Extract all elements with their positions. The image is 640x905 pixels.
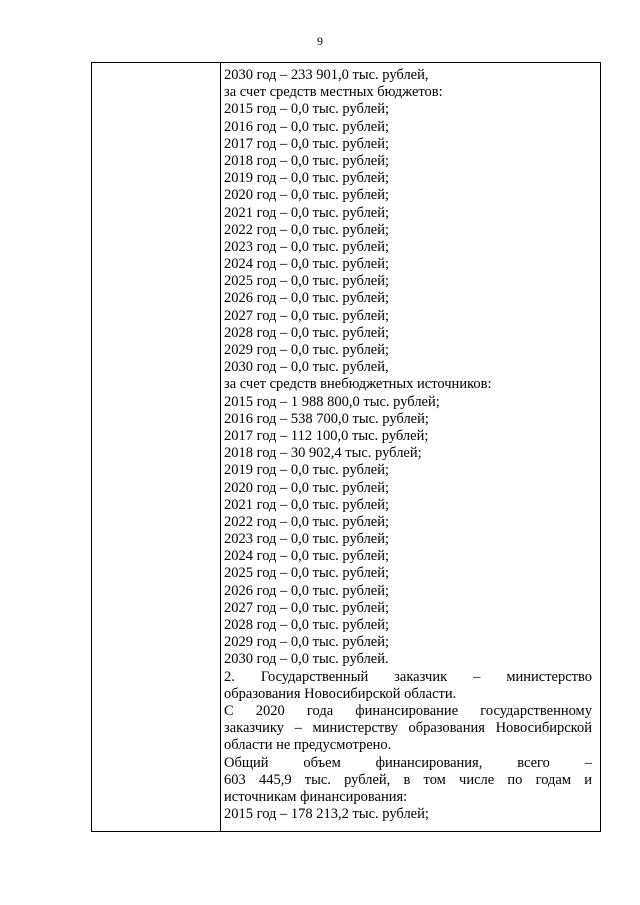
text-line: 2027 год – 0,0 тыс. рублей; [224, 307, 390, 324]
column-divider [220, 63, 221, 831]
text-line: 2021 год – 0,0 тыс. рублей; [224, 496, 390, 513]
text-line: 2022 год – 0,0 тыс. рублей; [224, 513, 390, 530]
text-line: 2015 год – 178 213,2 тыс. рублей; [224, 806, 429, 823]
text-line: области не предусмотрено. [224, 737, 392, 754]
text-line: 2029 год – 0,0 тыс. рублей; [224, 634, 390, 651]
text-line: за счет средств местных бюджетов: [224, 84, 443, 101]
text-line: 2030 год – 0,0 тыс. рублей, [224, 359, 389, 376]
text-line: 2025 год – 0,0 тыс. рублей; [224, 565, 390, 582]
text-line: 2028 год – 0,0 тыс. рублей; [224, 324, 390, 341]
text-line: 2025 год – 0,0 тыс. рублей; [224, 273, 390, 290]
text-line: за счет средств внебюджетных источников: [224, 376, 492, 393]
text-line: 2027 год – 0,0 тыс. рублей; [224, 599, 390, 616]
text-line: 603 445,9 тыс. рублей, в том числе по годам и [224, 771, 592, 788]
text-line: 2021 год – 0,0 тыс. рублей; [224, 204, 390, 221]
text-line: 2026 год – 0,0 тыс. рублей; [224, 290, 390, 307]
text-line: 2018 год – 0,0 тыс. рублей; [224, 152, 390, 169]
text-line: Общий объем финансирования, всего – [224, 754, 592, 771]
text-line: 2022 год – 0,0 тыс. рублей; [224, 221, 390, 238]
text-line: 2030 год – 233 901,0 тыс. рублей, [224, 67, 429, 83]
text-line: 2. Государственный заказчик – министерство [224, 668, 592, 685]
table-right-cell [224, 67, 592, 823]
text-line: 2020 год – 0,0 тыс. рублей; [224, 187, 390, 204]
text-line: 2016 год – 538 700,0 тыс. рублей; [224, 410, 429, 427]
text-line: 2023 год – 0,0 тыс. рублей; [224, 531, 390, 548]
text-line: 2019 год – 0,0 тыс. рублей; [224, 170, 390, 187]
text-line: 2017 год – 112 100,0 тыс. рублей; [224, 427, 429, 444]
text-line: 2024 год – 0,0 тыс. рублей; [224, 548, 390, 565]
text-line: 2020 год – 0,0 тыс. рублей; [224, 479, 390, 496]
text-line: 2024 год – 0,0 тыс. рублей; [224, 256, 390, 273]
text-line: 2023 год – 0,0 тыс. рублей; [224, 238, 390, 255]
financing-table [91, 62, 601, 832]
text-line: 2028 год – 0,0 тыс. рублей; [224, 617, 390, 633]
text-line: 2015 год – 0,0 тыс. рублей; [224, 101, 390, 118]
text-line: заказчику – министерству образования Новосибирской [224, 720, 592, 737]
text-line: 2018 год – 30 902,4 тыс. рублей; [224, 445, 422, 462]
text-line: 2026 год – 0,0 тыс. рублей; [224, 582, 390, 599]
text-line: 2019 год – 0,0 тыс. рублей; [224, 462, 390, 479]
text-line: С 2020 года финансирование государственному [224, 702, 592, 719]
text-line: 2030 год – 0,0 тыс. рублей. [224, 651, 389, 668]
text-line: источникам финансирования: [224, 788, 408, 805]
text-line: 2017 год – 0,0 тыс. рублей; [224, 135, 390, 152]
text-line: 2016 год – 0,0 тыс. рублей; [224, 118, 390, 135]
text-line: 2015 год – 1 988 800,0 тыс. рублей; [224, 393, 440, 410]
page-number: 9 [317, 34, 323, 48]
text-line: 2029 год – 0,0 тыс. рублей; [224, 342, 390, 358]
text-line: образования Новосибирской области. [224, 685, 457, 702]
